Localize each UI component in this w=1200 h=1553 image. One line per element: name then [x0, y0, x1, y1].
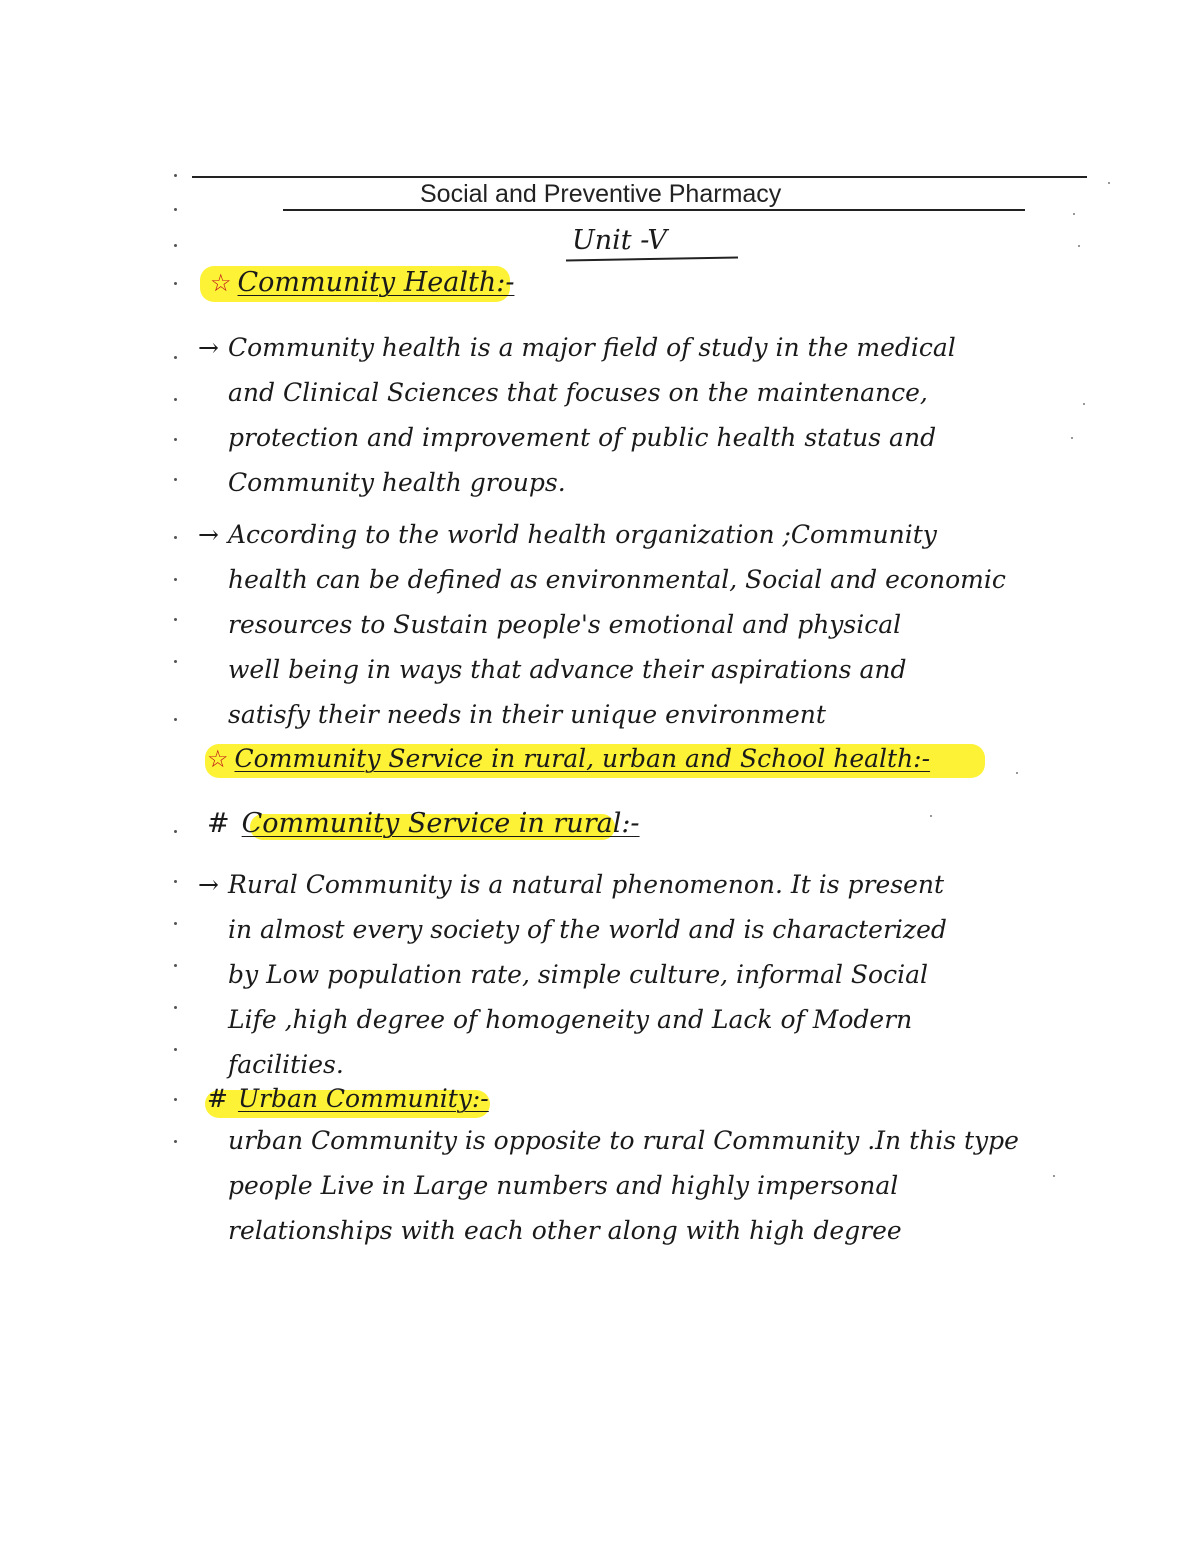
heading-text: Urban Community:- [237, 1084, 489, 1113]
header-rule [192, 176, 1087, 178]
unit-label: Unit -V [572, 225, 667, 256]
paragraph-line: satisfy their needs in their unique environment [228, 700, 826, 729]
scan-speck [1078, 245, 1080, 247]
paragraph-line: Community health groups. [228, 468, 566, 497]
paragraph-rural-community [198, 862, 947, 1087]
paragraph-line: → According to the world health organization ;Community [198, 512, 1006, 557]
scan-speck [1053, 1175, 1055, 1177]
arrow-icon: → [198, 870, 219, 899]
scan-speck [930, 815, 932, 817]
scan-speck [1108, 182, 1110, 184]
section-heading [207, 808, 640, 839]
section-heading [210, 267, 514, 298]
arrow-icon: → [198, 520, 219, 549]
hash-icon: # [207, 1084, 228, 1113]
paragraph-community-health-definition [198, 325, 956, 505]
paragraph-line: relationships with each other along with high degree [228, 1216, 902, 1245]
hash-icon: # [207, 808, 230, 839]
arrow-icon: → [198, 333, 219, 362]
scan-speck [1083, 403, 1085, 405]
heading-text: Community Health:- [237, 267, 515, 298]
paragraph-line: protection and improvement of public health status and [228, 423, 937, 452]
paragraph-urban-community [228, 1118, 1019, 1253]
paragraph-line: in almost every society of the world and is characterized [228, 915, 947, 944]
unit-underline [566, 256, 738, 261]
scan-speck [1016, 772, 1018, 774]
title-underline [283, 209, 1025, 211]
margin-dots [170, 170, 182, 1250]
star-icon: ☆ [210, 269, 232, 297]
paragraph-line: Life ,high degree of homogeneity and Lack of Modern [228, 1005, 913, 1034]
paragraph-line: resources to Sustain people's emotional and physical [228, 610, 902, 639]
paragraph-line: people Live in Large numbers and highly impersonal [228, 1171, 899, 1200]
course-title: Social and Preventive Pharmacy [420, 180, 782, 208]
scan-speck [1073, 213, 1075, 215]
star-icon: ☆ [207, 745, 229, 773]
heading-text: Community Service in rural, urban and School health:- [234, 744, 931, 773]
scan-speck [1071, 437, 1073, 439]
paragraph-line: well being in ways that advance their aspirations and [228, 655, 907, 684]
paragraph-line: health can be defined as environmental, Social and economic [228, 565, 1006, 594]
paragraph-line: → Community health is a major field of study in the medical [198, 325, 956, 370]
paragraph-line: urban Community is opposite to rural Community .In this type [228, 1126, 1019, 1155]
section-heading [207, 1084, 489, 1113]
heading-text: Community Service in rural:- [241, 808, 640, 839]
paragraph-who-definition [198, 512, 1006, 737]
paragraph-line: by Low population rate, simple culture, informal Social [228, 960, 928, 989]
paragraph-line: and Clinical Sciences that focuses on the maintenance, [228, 378, 928, 407]
paragraph-line: → Rural Community is a natural phenomenon. It is present [198, 862, 947, 907]
section-heading [207, 744, 930, 773]
paragraph-line: facilities. [228, 1050, 344, 1079]
